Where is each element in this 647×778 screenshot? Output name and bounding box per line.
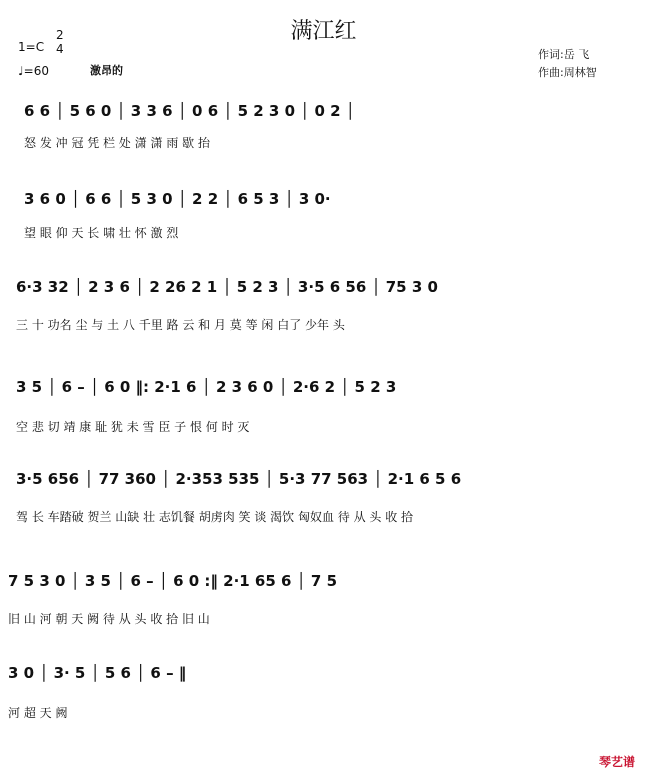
expression-marking: 激昂的	[90, 64, 123, 77]
lyrics-system-4: 空 悲 切 靖 康 耻 犹 未 雪 臣 子 恨 何 时 灭	[16, 420, 250, 434]
notes-system-1: 6 6 │ 5 6 0 │ 3 3 6 │ 0 6 │ 5 2 3 0 │ 0 2 │	[24, 102, 355, 120]
notes-system-2: 3 6 0 │ 6 6 │ 5 3 0 │ 2 2 │ 6 5 3 │ 3 0·	[24, 190, 331, 208]
lyricist-credit: 作词:岳 飞	[538, 48, 590, 61]
lyrics-system-2: 望 眼 仰 天 长 啸 壮 怀 激 烈	[24, 226, 179, 240]
tempo-value: =60	[23, 64, 49, 78]
tempo-marking	[18, 64, 49, 78]
time-signature-top: 2	[56, 28, 64, 42]
lyrics-system-3: 三 十 功名 尘 与 土 八 千里 路 云 和 月 莫 等 闲 白了 少年 头	[16, 318, 345, 332]
composer-credit: 作曲:周林智	[538, 66, 597, 79]
score-title: 满江红	[290, 19, 357, 44]
notes-system-3: 6·3 32 │ 2 3 6 │ 2 26 2 1 │ 5 2 3 │ 3·5 6 56 │ 75 3 0	[16, 278, 438, 296]
notes-system-5: 3·5 656 │ 77 360 │ 2·353 535 │ 5·3 77 563 │ 2·1 6 5 6	[16, 470, 462, 488]
notes-system-4: 3 5 │ 6 – │ 6 0 ‖: 2·1 6 │ 2 3 6 0 │ 2·6 2 │ 5 2 3	[16, 378, 397, 396]
lyrics-system-1: 怒 发 冲 冠 凭 栏 处 潇 潇 雨 歇 抬	[24, 136, 210, 150]
notes-system-7: 3 0 │ 3· 5 │ 5 6 │ 6 – ‖	[8, 664, 187, 682]
notes-system-6: 7 5 3 0 │ 3 5 │ 6 – │ 6 0 :‖ 2·1 65 6 │ 7 5	[8, 572, 338, 590]
quarter-note-icon: ♩	[18, 64, 24, 78]
lyrics-system-6: 旧 山 河 朝 天 阙 待 从 头 收 拾 旧 山	[8, 612, 210, 626]
time-signature-bottom: 4	[56, 42, 64, 56]
lyrics-system-7: 河 超 天 阙	[8, 706, 68, 720]
key-signature: 1=C	[18, 40, 45, 54]
time-signature	[56, 28, 64, 56]
lyrics-system-5: 驾 长 车踏破 贺兰 山缺 壮 志饥餐 胡虏肉 笑 谈 渴饮 匈奴血 待 从 头 收 拾	[16, 510, 414, 524]
site-logo: 琴艺谱	[598, 755, 635, 769]
